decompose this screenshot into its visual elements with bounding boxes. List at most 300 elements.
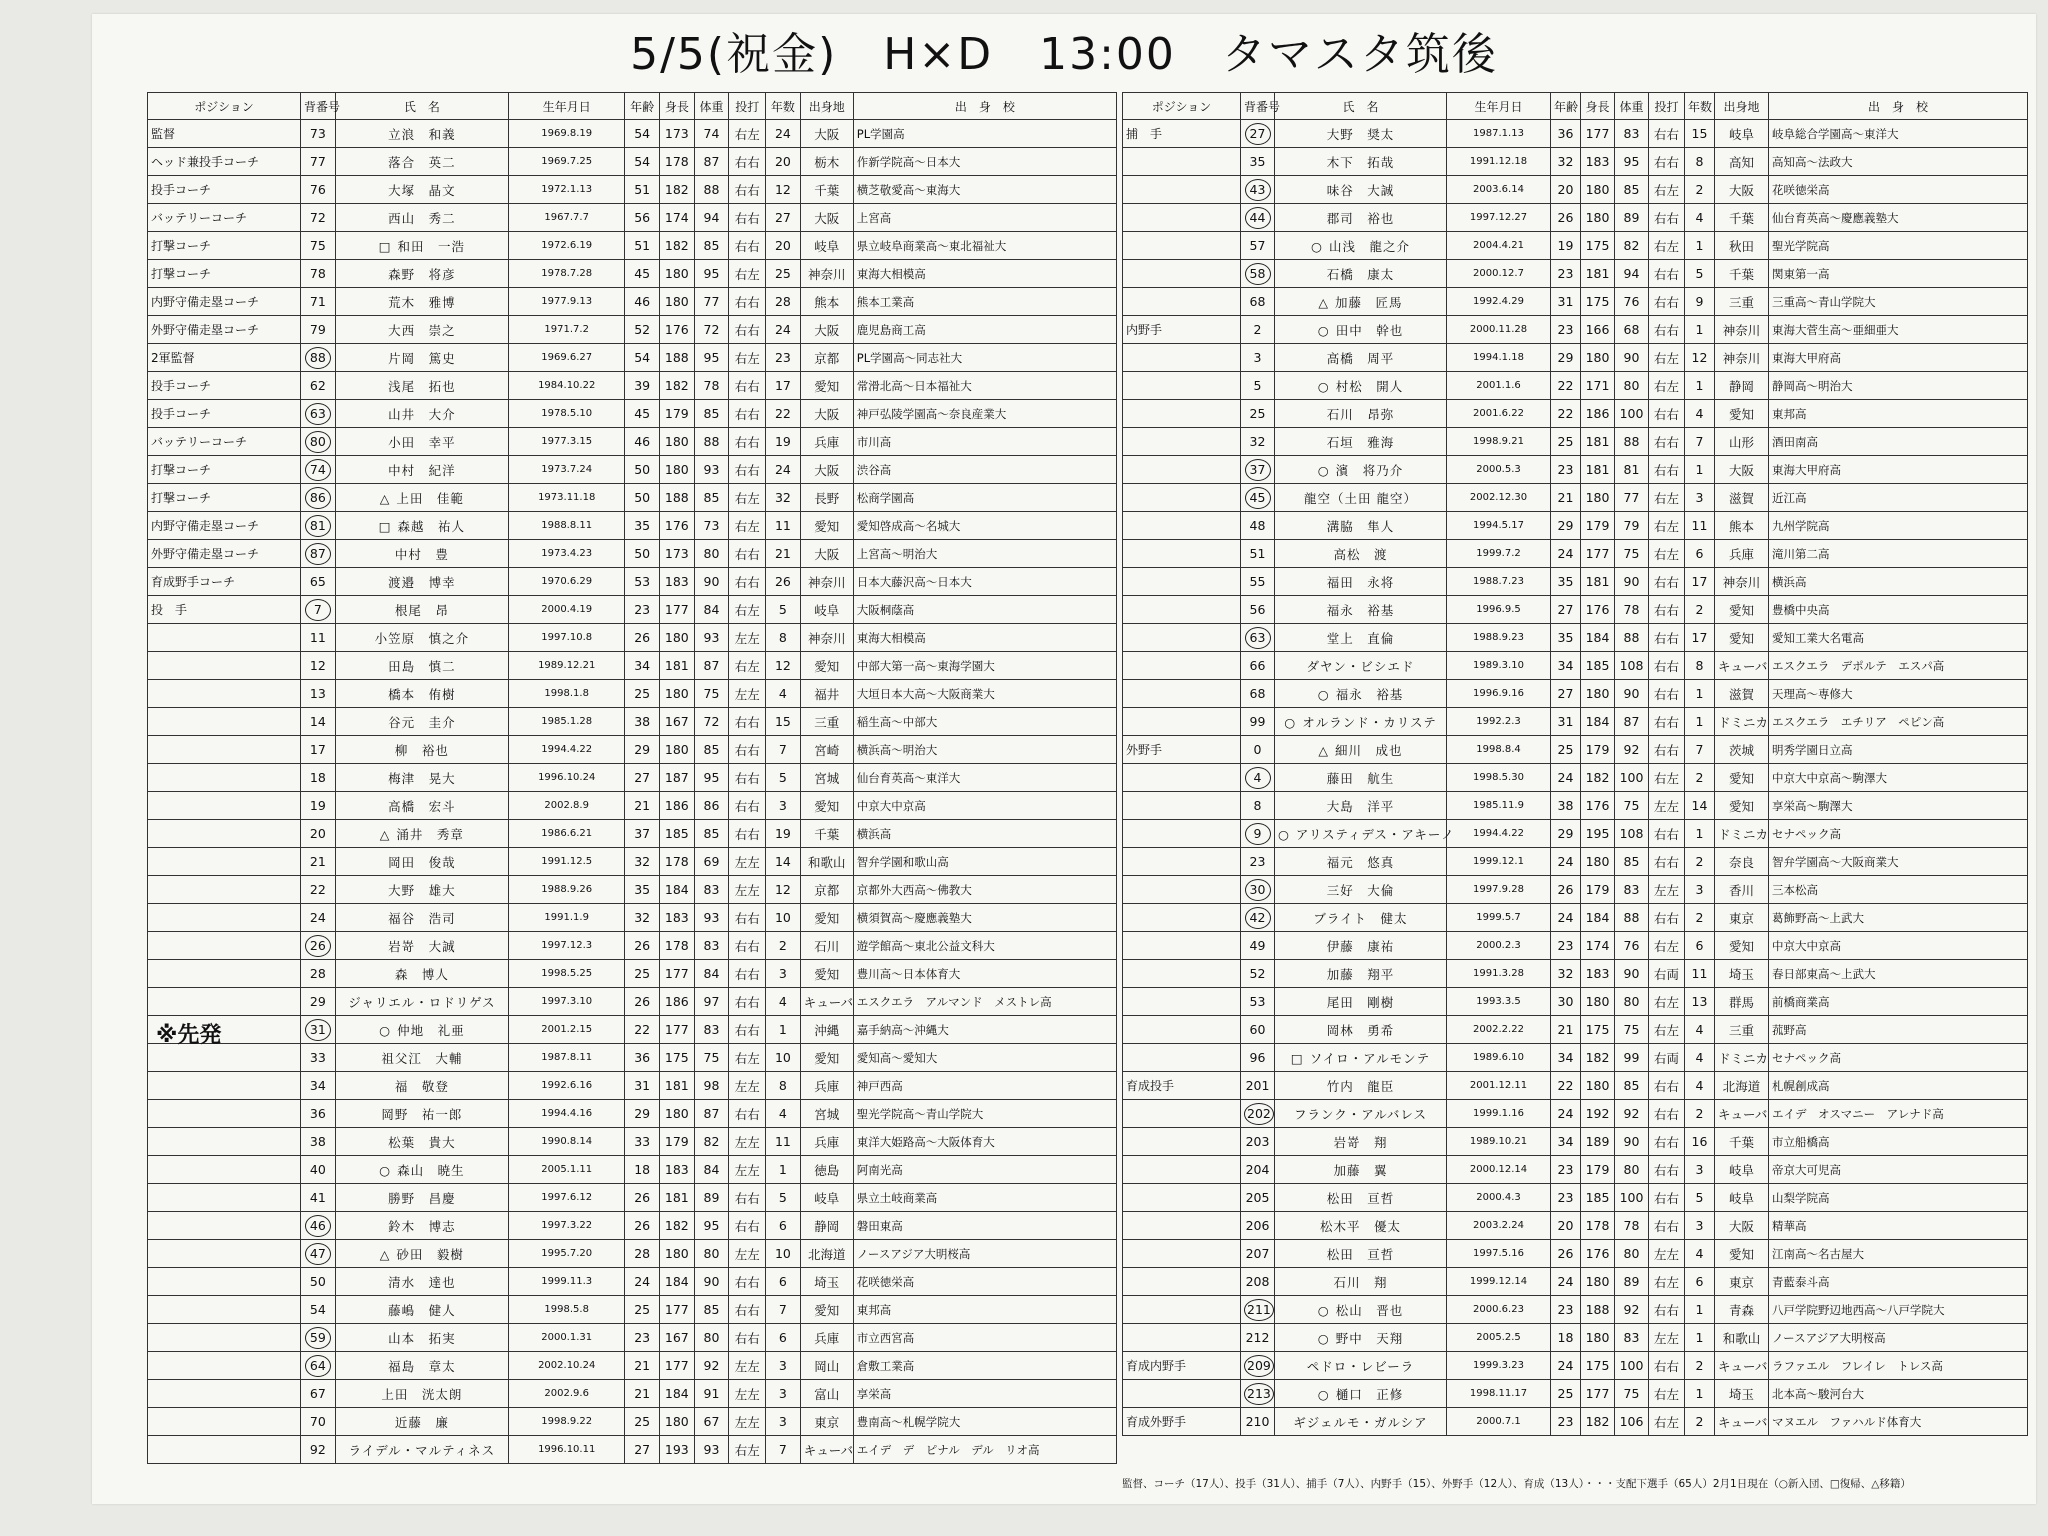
years-cell: 4	[1685, 1072, 1715, 1100]
name-cell	[1275, 316, 1447, 344]
years-cell: 13	[1685, 988, 1715, 1016]
school-cell: 酒田南高	[1769, 428, 2028, 456]
hometown-cell: 宮城	[800, 764, 853, 792]
player-name: 福谷 浩司	[388, 910, 456, 926]
school-cell: エスクエラ デポルテ エスパ高	[1769, 652, 2028, 680]
position-cell	[148, 960, 301, 988]
weight-cell: 94	[1615, 260, 1649, 288]
school-cell: 稲生高～中部大	[853, 708, 1116, 736]
uniform-number: 60	[1249, 1022, 1266, 1037]
age-cell: 22	[1551, 400, 1581, 428]
school-cell: 倉敷工業高	[853, 1352, 1116, 1380]
name-cell	[335, 764, 508, 792]
position-cell	[148, 708, 301, 736]
uniform-number-cell	[301, 848, 336, 876]
height-cell: 177	[1581, 540, 1615, 568]
uniform-number-cell	[1241, 260, 1275, 288]
position-cell	[148, 1268, 301, 1296]
table-row	[1123, 792, 2028, 820]
weight-cell: 83	[1615, 120, 1649, 148]
table-row	[148, 1296, 1117, 1324]
hometown-cell: 奈良	[1715, 848, 1769, 876]
player-name: 上田 佳範	[396, 490, 464, 506]
years-cell: 3	[766, 1380, 801, 1408]
height-cell: 182	[660, 372, 695, 400]
hometown-cell: 静岡	[1715, 372, 1769, 400]
birthdate-cell: 1977.3.15	[509, 428, 625, 456]
uniform-number-cell	[1241, 680, 1275, 708]
table-row	[1123, 1296, 2028, 1324]
bats-throws-cell: 左左	[729, 1128, 766, 1156]
height-cell: 184	[1581, 624, 1615, 652]
name-cell	[1275, 344, 1447, 372]
years-cell: 19	[766, 428, 801, 456]
table-row	[148, 624, 1117, 652]
height-cell: 173	[660, 540, 695, 568]
position-cell	[1123, 176, 1241, 204]
status-mark: ○	[1284, 714, 1297, 730]
status-mark: ○	[1317, 686, 1330, 702]
bats-throws-cell: 右右	[1649, 120, 1685, 148]
uniform-number-cell	[1241, 708, 1275, 736]
years-cell: 10	[766, 1240, 801, 1268]
status-mark: ○	[379, 1162, 392, 1178]
birthdate-cell: 1972.1.13	[509, 176, 625, 204]
bats-throws-cell: 右右	[1649, 904, 1685, 932]
years-cell: 4	[1685, 1240, 1715, 1268]
uniform-number-cell	[1241, 960, 1275, 988]
position-cell: 投手コーチ	[148, 372, 301, 400]
table-row	[148, 372, 1117, 400]
player-name: 藤嶋 健人	[388, 1302, 456, 1318]
bats-throws-cell: 右右	[729, 1100, 766, 1128]
height-cell: 180	[1581, 988, 1615, 1016]
birthdate-cell: 2005.2.5	[1447, 1324, 1551, 1352]
uniform-number-circled: 59	[305, 1327, 331, 1349]
position-cell	[1123, 1156, 1241, 1184]
birthdate-cell: 1997.12.3	[509, 932, 625, 960]
birthdate-cell: 1993.3.5	[1447, 988, 1551, 1016]
age-cell: 26	[1551, 204, 1581, 232]
table-row	[1123, 512, 2028, 540]
uniform-number-cell	[1241, 316, 1275, 344]
player-name: 味谷 大誠	[1326, 182, 1395, 198]
uniform-number-cell	[1241, 876, 1275, 904]
table-row	[148, 708, 1117, 736]
player-name: 上田 洸太朗	[381, 1386, 463, 1402]
years-cell: 15	[766, 708, 801, 736]
table-row	[1123, 176, 2028, 204]
hometown-cell: キューバ	[1715, 1352, 1769, 1380]
table-row	[1123, 232, 2028, 260]
hometown-cell: 滋賀	[1715, 680, 1769, 708]
uniform-number-cell	[301, 512, 336, 540]
table-row	[1123, 260, 2028, 288]
uniform-number-cell	[301, 1268, 336, 1296]
birthdate-cell: 1997.10.8	[509, 624, 625, 652]
table-row	[1123, 1016, 2028, 1044]
bats-throws-cell: 右右	[1649, 316, 1685, 344]
uniform-number: 212	[1245, 1330, 1270, 1345]
bats-throws-cell: 右右	[729, 1016, 766, 1044]
uniform-number-cell	[301, 1016, 336, 1044]
hometown-cell: 愛知	[800, 1044, 853, 1072]
hometown-cell: 山形	[1715, 428, 1769, 456]
right-roster-table	[1122, 92, 2028, 1436]
weight-cell: 83	[1615, 1324, 1649, 1352]
birthdate-cell: 1986.6.21	[509, 820, 625, 848]
height-cell: 175	[1581, 1352, 1615, 1380]
school-cell: 磐田東高	[853, 1212, 1116, 1240]
position-cell	[1123, 708, 1241, 736]
years-cell: 17	[766, 372, 801, 400]
age-cell: 24	[1551, 540, 1581, 568]
name-cell	[1275, 792, 1447, 820]
player-name: 石川 昂弥	[1326, 406, 1395, 422]
weight-cell: 85	[694, 1296, 729, 1324]
player-name: 大西 崇之	[388, 322, 456, 338]
bats-throws-cell: 右右	[1649, 708, 1685, 736]
table-row	[148, 680, 1117, 708]
status-mark: ○	[1317, 1386, 1330, 1402]
player-name: 松木平 優太	[1319, 1218, 1401, 1234]
height-cell: 180	[660, 736, 695, 764]
position-cell	[148, 932, 301, 960]
height-cell: 181	[1581, 260, 1615, 288]
school-cell: 中京大中京高	[853, 792, 1116, 820]
years-cell: 3	[766, 1352, 801, 1380]
player-name: 福元 悠真	[1326, 854, 1395, 870]
school-cell: PL学園高	[853, 120, 1116, 148]
years-cell: 2	[1685, 904, 1715, 932]
years-cell: 2	[1685, 1100, 1715, 1128]
table-row	[148, 596, 1117, 624]
position-cell: バッテリーコーチ	[148, 428, 301, 456]
age-cell: 24	[1551, 1268, 1581, 1296]
uniform-number: 55	[1249, 574, 1266, 589]
uniform-number-cell	[301, 540, 336, 568]
uniform-number: 24	[309, 910, 326, 925]
hometown-cell: 石川	[800, 932, 853, 960]
name-cell	[335, 904, 508, 932]
player-name: 森野 将彦	[388, 266, 456, 282]
age-cell: 35	[625, 512, 660, 540]
school-cell: 聖光学院高	[1769, 232, 2028, 260]
years-cell: 1	[1685, 708, 1715, 736]
player-name: 高橋 宏斗	[388, 798, 456, 814]
position-cell	[1123, 428, 1241, 456]
table-row	[1123, 876, 2028, 904]
school-cell: ノースアジア大明桜高	[1769, 1324, 2028, 1352]
age-cell: 29	[625, 1100, 660, 1128]
age-cell: 20	[1551, 1212, 1581, 1240]
height-cell: 175	[660, 1044, 695, 1072]
weight-cell: 93	[694, 624, 729, 652]
height-cell: 182	[660, 232, 695, 260]
years-cell: 5	[1685, 260, 1715, 288]
birthdate-cell: 1998.5.30	[1447, 764, 1551, 792]
position-cell: 打撃コーチ	[148, 232, 301, 260]
birthdate-cell: 1997.9.28	[1447, 876, 1551, 904]
birthdate-cell: 1991.1.9	[509, 904, 625, 932]
uniform-number-circled: 86	[305, 487, 331, 509]
birthdate-cell: 1995.7.20	[509, 1240, 625, 1268]
name-cell	[335, 596, 508, 624]
weight-cell: 95	[694, 260, 729, 288]
name-cell	[335, 344, 508, 372]
position-cell	[1123, 1212, 1241, 1240]
name-cell	[1275, 428, 1447, 456]
weight-cell: 88	[694, 176, 729, 204]
uniform-number-cell	[1241, 1380, 1275, 1408]
hometown-cell: 兵庫	[800, 1072, 853, 1100]
bats-throws-cell: 右右	[729, 792, 766, 820]
years-cell: 3	[1685, 484, 1715, 512]
height-cell: 180	[660, 1100, 695, 1128]
hometown-cell: 宮崎	[800, 736, 853, 764]
age-cell: 24	[1551, 848, 1581, 876]
uniform-number: 51	[1249, 546, 1266, 561]
position-cell	[148, 876, 301, 904]
uniform-number-cell	[1241, 1156, 1275, 1184]
hometown-cell: 神奈川	[1715, 316, 1769, 344]
weight-cell: 87	[694, 148, 729, 176]
position-cell: 外野守備走塁コーチ	[148, 540, 301, 568]
height-cell: 180	[660, 624, 695, 652]
birthdate-cell: 1996.9.16	[1447, 680, 1551, 708]
name-cell	[335, 736, 508, 764]
player-name: ダヤン・ビシエド	[1306, 658, 1415, 674]
years-cell: 10	[766, 904, 801, 932]
age-cell: 35	[625, 876, 660, 904]
school-cell: 横芝敬愛高～東海大	[853, 176, 1116, 204]
uniform-number-cell	[301, 484, 336, 512]
table-row	[1123, 1380, 2028, 1408]
status-mark: □	[1290, 1050, 1304, 1066]
uniform-number: 78	[309, 266, 326, 281]
uniform-number-cell	[301, 232, 336, 260]
school-cell: 作新学院高～日本大	[853, 148, 1116, 176]
player-name: 森山 暁生	[397, 1162, 465, 1178]
years-cell: 20	[766, 232, 801, 260]
uniform-number: 13	[309, 686, 326, 701]
years-cell: 1	[1685, 232, 1715, 260]
height-cell: 187	[660, 764, 695, 792]
player-name: 山浅 龍之介	[1328, 238, 1410, 254]
player-name: 清水 達也	[388, 1274, 456, 1290]
height-cell: 178	[660, 148, 695, 176]
table-row	[1123, 848, 2028, 876]
table-row	[1123, 708, 2028, 736]
height-cell: 180	[1581, 680, 1615, 708]
hometown-cell: 秋田	[1715, 232, 1769, 260]
years-cell: 1	[766, 1016, 801, 1044]
uniform-number: 2	[1253, 322, 1262, 337]
uniform-number-circled: 30	[1245, 879, 1271, 901]
position-cell	[148, 792, 301, 820]
table-row	[148, 736, 1117, 764]
table-row	[1123, 428, 2028, 456]
position-cell: 内野守備走塁コーチ	[148, 288, 301, 316]
weight-cell: 85	[1615, 848, 1649, 876]
birthdate-cell: 1994.5.17	[1447, 512, 1551, 540]
years-cell: 28	[766, 288, 801, 316]
bats-throws-cell: 左左	[729, 876, 766, 904]
table-row	[148, 232, 1117, 260]
bats-throws-cell: 右左	[1649, 540, 1685, 568]
school-cell: 明秀学園日立高	[1769, 736, 2028, 764]
birthdate-cell: 2000.4.19	[509, 596, 625, 624]
table-row	[1123, 120, 2028, 148]
years-cell: 1	[1685, 316, 1715, 344]
bats-throws-cell: 右右	[729, 176, 766, 204]
table-row	[1123, 456, 2028, 484]
uniform-number: 33	[309, 1050, 326, 1065]
school-cell: 愛知工業大名電高	[1769, 624, 2028, 652]
hometown-cell: 京都	[800, 876, 853, 904]
hometown-cell: 東京	[800, 1408, 853, 1436]
player-name: 細川 成也	[1335, 742, 1403, 758]
hometown-cell: 徳島	[800, 1156, 853, 1184]
age-cell: 20	[1551, 176, 1581, 204]
name-cell	[335, 512, 508, 540]
table-row	[1123, 484, 2028, 512]
table-row	[1123, 1184, 2028, 1212]
bats-throws-cell: 右右	[729, 988, 766, 1016]
uniform-number-cell	[301, 988, 336, 1016]
hometown-cell: 愛知	[800, 792, 853, 820]
age-cell: 23	[1551, 456, 1581, 484]
hometown-cell: 愛知	[1715, 400, 1769, 428]
name-cell	[1275, 456, 1447, 484]
school-cell: 精華高	[1769, 1212, 2028, 1240]
uniform-number: 32	[1249, 434, 1266, 449]
age-cell: 26	[1551, 876, 1581, 904]
table-row	[1123, 1044, 2028, 1072]
uniform-number-circled: 42	[1245, 907, 1271, 929]
age-cell: 34	[625, 652, 660, 680]
bats-throws-cell: 右左	[1649, 988, 1685, 1016]
table-row	[1123, 1352, 2028, 1380]
position-cell	[1123, 1128, 1241, 1156]
uniform-number: 22	[309, 882, 326, 897]
uniform-number-cell	[301, 904, 336, 932]
school-cell: 帝京大可児高	[1769, 1156, 2028, 1184]
bats-throws-cell: 右右	[1649, 288, 1685, 316]
uniform-number-cell	[1241, 400, 1275, 428]
uniform-number-cell	[1241, 988, 1275, 1016]
position-cell: 打撃コーチ	[148, 260, 301, 288]
school-cell: 三重高～青山学院大	[1769, 288, 2028, 316]
height-cell: 180	[660, 260, 695, 288]
hometown-cell: 大阪	[1715, 456, 1769, 484]
height-cell: 180	[660, 428, 695, 456]
birthdate-cell: 1989.3.10	[1447, 652, 1551, 680]
birthdate-cell: 1998.9.22	[509, 1408, 625, 1436]
hometown-cell: キューバ	[800, 1436, 853, 1464]
height-cell: 184	[660, 876, 695, 904]
name-cell	[335, 120, 508, 148]
uniform-number-cell	[301, 1128, 336, 1156]
age-cell: 31	[625, 1072, 660, 1100]
school-cell: 日本大藤沢高～日本大	[853, 568, 1116, 596]
age-cell: 27	[1551, 680, 1581, 708]
age-cell: 54	[625, 344, 660, 372]
birthdate-cell: 1989.12.21	[509, 652, 625, 680]
bats-throws-cell: 左左	[729, 1408, 766, 1436]
birthdate-cell: 2000.11.28	[1447, 316, 1551, 344]
weight-cell: 90	[694, 568, 729, 596]
position-cell: ヘッド兼投手コーチ	[148, 148, 301, 176]
weight-cell: 74	[694, 120, 729, 148]
player-name: 石垣 雅海	[1326, 434, 1395, 450]
school-cell: 大垣日本大高～大阪商業大	[853, 680, 1116, 708]
position-cell	[1123, 876, 1241, 904]
name-cell	[1275, 1100, 1447, 1128]
bats-throws-cell: 右右	[729, 232, 766, 260]
age-cell: 23	[1551, 316, 1581, 344]
weight-cell: 67	[694, 1408, 729, 1436]
uniform-number-cell	[301, 148, 336, 176]
birthdate-cell: 1994.1.18	[1447, 344, 1551, 372]
bats-throws-cell: 右右	[729, 204, 766, 232]
bats-throws-cell: 右左	[1649, 1016, 1685, 1044]
player-name: ペドロ・レビーラ	[1306, 1358, 1415, 1374]
player-name: 松葉 貴大	[388, 1134, 456, 1150]
uniform-number: 38	[309, 1134, 326, 1149]
birthdate-cell: 1997.12.27	[1447, 204, 1551, 232]
player-name: 大野 奨太	[1326, 126, 1395, 142]
name-cell	[335, 372, 508, 400]
hometown-cell: 茨城	[1715, 736, 1769, 764]
birthdate-cell: 2000.6.23	[1447, 1296, 1551, 1324]
years-cell: 2	[1685, 764, 1715, 792]
uniform-number-circled: 87	[305, 543, 331, 565]
height-cell: 167	[660, 708, 695, 736]
name-cell	[335, 568, 508, 596]
bats-throws-cell: 右左	[729, 596, 766, 624]
years-cell: 32	[766, 484, 801, 512]
bats-throws-cell: 右右	[1649, 568, 1685, 596]
uniform-number-circled: 81	[305, 515, 331, 537]
position-cell	[1123, 1380, 1241, 1408]
table-row	[148, 512, 1117, 540]
name-cell	[1275, 1324, 1447, 1352]
uniform-number-circled: 211	[1244, 1299, 1274, 1321]
column-header: 出身地	[800, 93, 853, 120]
status-mark: ○	[1317, 322, 1330, 338]
position-cell	[1123, 792, 1241, 820]
age-cell: 36	[625, 1044, 660, 1072]
school-cell: 中部大第一高～東海学園大	[853, 652, 1116, 680]
name-cell	[1275, 232, 1447, 260]
player-name: 加藤 翼	[1333, 1162, 1388, 1178]
school-cell: 東邦高	[1769, 400, 2028, 428]
position-cell	[1123, 148, 1241, 176]
weight-cell: 89	[1615, 1268, 1649, 1296]
player-name: 和田 一浩	[397, 238, 466, 254]
hometown-cell: 岐阜	[1715, 1156, 1769, 1184]
name-cell	[1275, 120, 1447, 148]
bats-throws-cell: 右左	[729, 484, 766, 512]
uniform-number: 17	[309, 742, 326, 757]
player-name: 福田 永将	[1326, 574, 1395, 590]
age-cell: 24	[1551, 764, 1581, 792]
uniform-number: 41	[309, 1190, 326, 1205]
hometown-cell: 富山	[800, 1380, 853, 1408]
birthdate-cell: 1969.7.25	[509, 148, 625, 176]
height-cell: 182	[1581, 1044, 1615, 1072]
